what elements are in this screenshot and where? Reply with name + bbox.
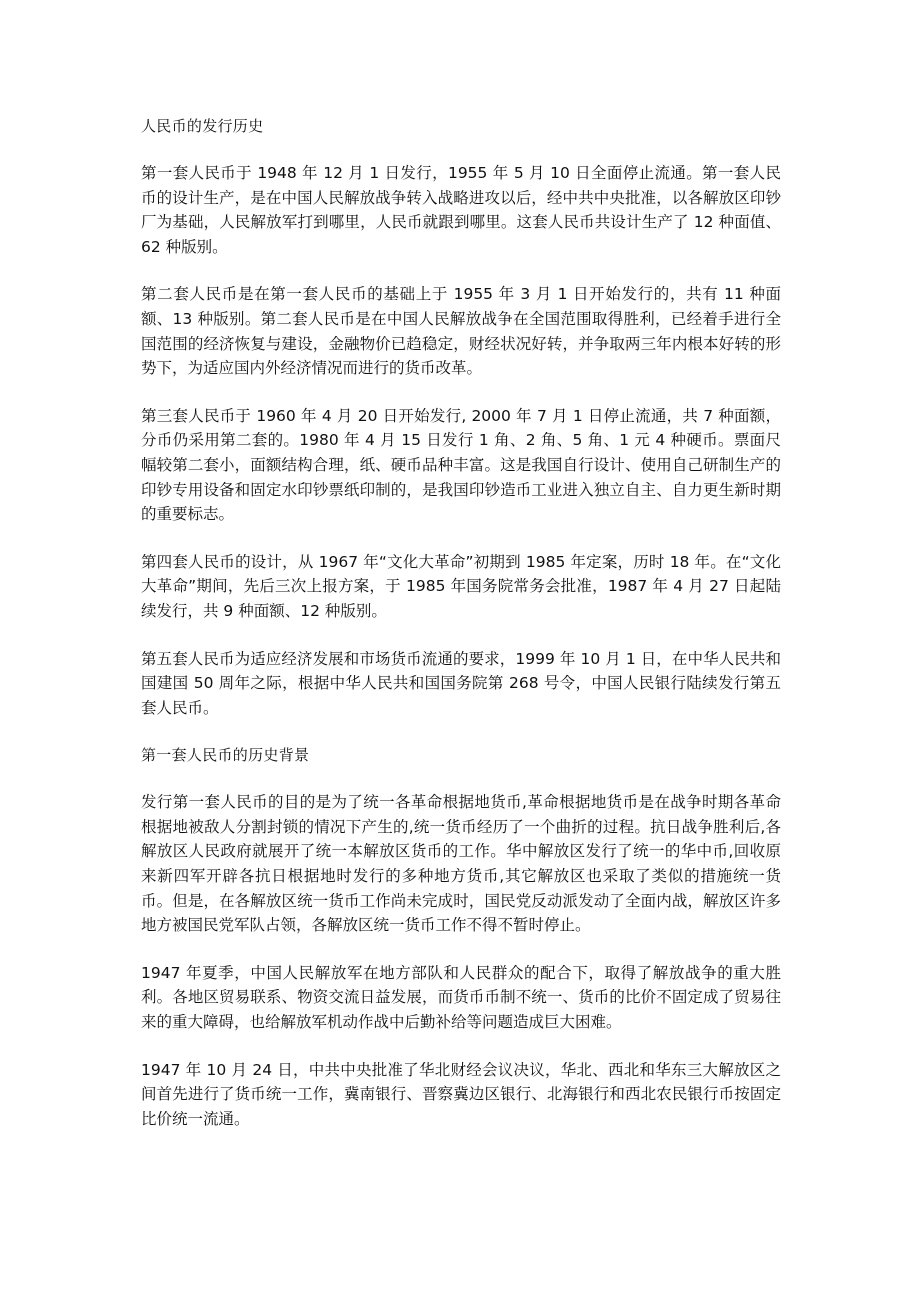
paragraph-fifth-set: 第五套人民币为适应经济发展和市场货币流通的要求，1999 年 10 月 1 日，在中华人民共和国建国 50 周年之际，根据中华人民共和国国务院第 268 号令，中国人民银行陆续发行第五套人民币。: [141, 649, 781, 717]
document-title: 人民币的发行历史: [141, 117, 264, 135]
paragraph-background-3: 1947 年 10 月 24 日，中共中央批准了华北财经会议决议，华北、西北和华东三大解放区之间首先进行了货币统一工作，冀南银行、晋察冀边区银行、北海银行和西北农民银行币按固定比价统一流通。: [141, 1060, 781, 1128]
document-page: [141, 114, 781, 1154]
paragraph-second-set: 第二套人民币是在第一套人民币的基础上于 1955 年 3 月 1 日开始发行的，共有 11 种面额、13 种版别。第二套人民币是在中国人民解放战争在全国范围取得胜利，已经着手进行全国范围的经济恢复与建设，金融物价已趋稳定，财经状况好转，并争取两三年内根本好转的形势下，为适应国内外经济情况而进行的货币改革。: [141, 285, 781, 378]
paragraph-third-set: 第三套人民币于 1960 年 4 月 20 日开始发行, 2000 年 7 月 1 日停止流通，共 7 种面额，分币仍采用第二套的。1980 年 4 月 15 日发行 1 角、2 角、5 角、1 元 4 种硬币。票面尺幅较第二套小，面额结构合理，纸、硬币品种丰富。这是我国自行设计、使用自己研制生产的印钞专用设备和固定水印钞票纸印制的，是我国印钞造币工业进入独立自主、自力更生新时期的重要标志。: [141, 406, 781, 524]
section-subtitle: 第一套人民币的历史背景: [141, 746, 310, 765]
paragraph-background-2: 1947 年夏季，中国人民解放军在地方部队和人民群众的配合下，取得了解放战争的重大胜利。各地区贸易联系、物资交流日益发展，而货币币制不统一、货币的比价不固定成了贸易往来的重大障碍，也给解放军机动作战中后勤补给等问题造成巨大困难。: [141, 963, 781, 1032]
paragraph-background-1: 发行第一套人民币的目的是为了统一各革命根据地货币,革命根据地货币是在战争时期各革命根据地被敌人分割封锁的情况下产生的,统一货币经历了一个曲折的过程。抗日战争胜利后,各解放区人民政府就展开了统一本解放区货币的工作。华中解放区发行了统一的华中币,回收原来新四军开辟各抗日根据地时发行的多种地方货币,其它解放区也采取了类似的措施统一货币。但是，在各解放区统一货币工作尚未完成时，国民党反动派发动了全面内战，解放区许多地方被国民党军队占领，各解放区统一货币工作不得不暂时停止。: [141, 793, 781, 935]
paragraph-first-set: 第一套人民币于 1948 年 12 月 1 日发行，1955 年 5 月 10 日全面停止流通。第一套人民币的设计生产，是在中国人民解放战争转入战略进攻以后，经中共中央批准，以各解放区印钞厂为基础，人民解放军打到哪里，人民币就跟到哪里。这套人民币共设计生产了 12 种面值、62 种版别。: [141, 164, 781, 256]
paragraph-fourth-set: 第四套人民币的设计，从 1967 年“文化大革命”初期到 1985 年定案，历时 18 年。在“文化大革命”期间，先后三次上报方案，于 1985 年国务院常务会批准，1987 年 4 月 27 日起陆续发行，共 9 种面额、12 种版别。: [141, 552, 781, 620]
